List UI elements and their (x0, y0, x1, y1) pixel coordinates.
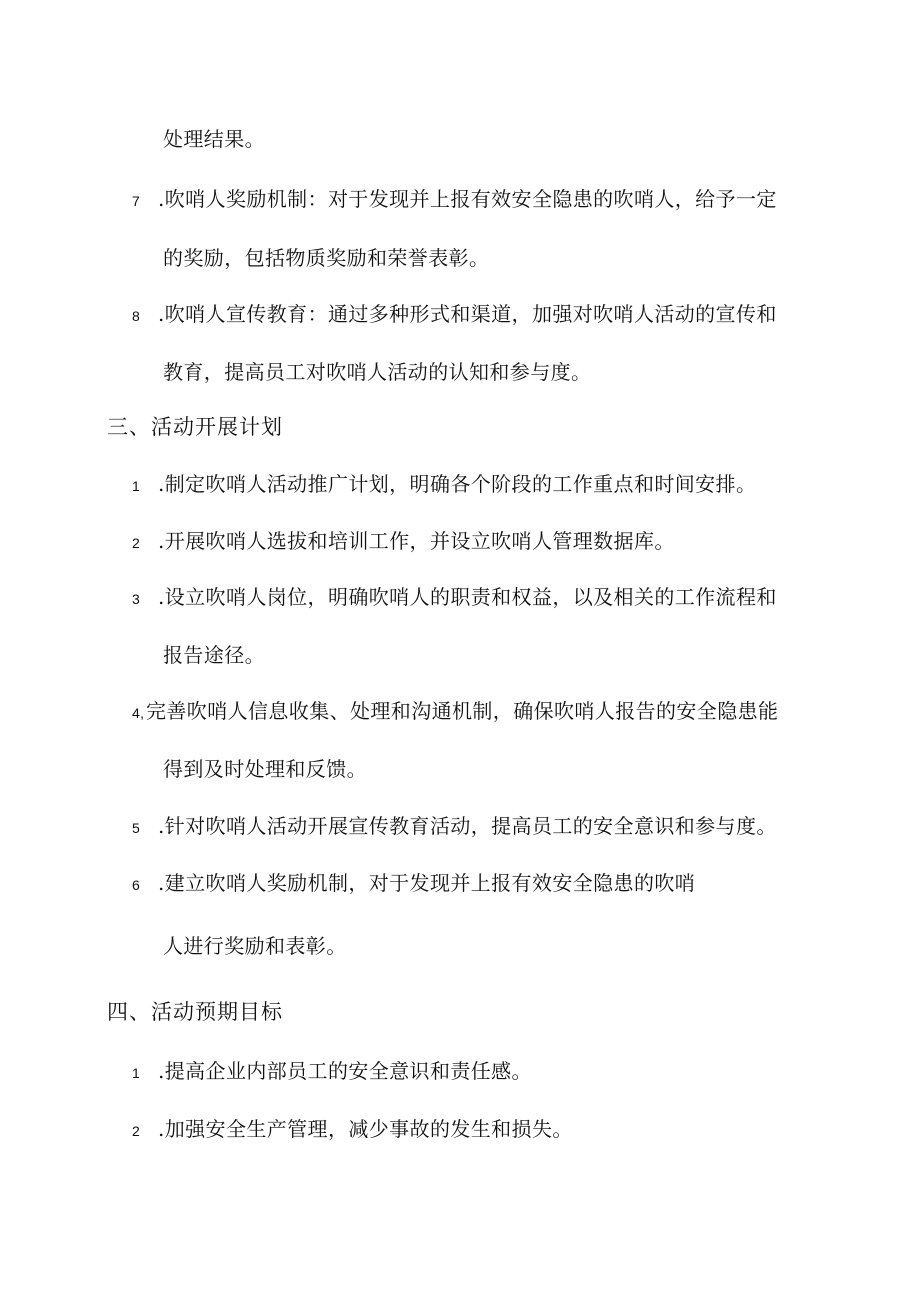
list-item (132, 528, 675, 556)
list-item-continuation: 报告途径。 (163, 643, 265, 667)
list-item-number: 6 (132, 877, 141, 893)
list-item (132, 471, 756, 499)
list-item-number: 2 (132, 1123, 141, 1139)
list-item-continuation: 的奖励，包括物质奖励和荣誉表彰。 (163, 246, 490, 270)
list-item-text: .建立吹哨人奖励机制，对于发现并上报有效安全隐患的吹哨 (158, 871, 696, 895)
section-heading: 三、活动开展计划 (107, 415, 283, 439)
list-item-number: 5 (132, 820, 141, 836)
list-item-text: .设立吹哨人岗位，明确吹哨人的职责和权益，以及相关的工作流程和 (158, 585, 777, 609)
list-item (132, 698, 778, 726)
list-item-text: .吹哨人奖励机制：对于发现并上报有效安全隐患的吹哨人，给予一定 (158, 187, 777, 211)
list-item-number: 2 (132, 535, 141, 551)
list-item-text: .开展吹哨人选拔和培训工作，并设立吹哨人管理数据库。 (158, 529, 675, 553)
list-item (132, 186, 777, 214)
list-item (132, 584, 777, 612)
list-item-number: 7 (132, 193, 141, 209)
list-item-text: .加强安全生产管理，减少事故的发生和损失。 (158, 1117, 573, 1141)
list-item-continuation: 教育，提高员工对吹哨人活动的认知和参与度。 (163, 360, 592, 384)
paragraph-continuation: 处理结果。 (163, 127, 265, 151)
list-item-number: 1 (132, 478, 141, 494)
list-item-text: .吹哨人宣传教育：通过多种形式和渠道，加强对吹哨人活动的宣传和 (158, 302, 777, 326)
list-item (132, 870, 695, 898)
list-item-text: .针对吹哨人活动开展宣传教育活动，提高员工的安全意识和参与度。 (158, 814, 777, 838)
list-item (132, 1058, 532, 1086)
list-item-text: .制定吹哨人活动推广计划，明确各个阶段的工作重点和时间安排。 (158, 472, 757, 496)
section-heading: 四、活动预期目标 (107, 1000, 283, 1024)
list-item-number: 8 (132, 308, 141, 324)
list-item-text: 完善吹哨人信息收集、处理和沟通机制，确保吹哨人报告的安全隐患能 (146, 699, 779, 723)
list-item-number: 1 (132, 1065, 141, 1081)
list-item-text: .提高企业内部员工的安全意识和责任感。 (158, 1059, 532, 1083)
list-item (132, 1116, 573, 1144)
list-item-number: 4, (132, 705, 145, 721)
list-item (132, 813, 777, 841)
list-item-continuation: 人进行奖励和表彰。 (163, 934, 347, 958)
list-item (132, 301, 777, 329)
list-item-number: 3 (132, 591, 141, 607)
list-item-continuation: 得到及时处理和反馈。 (163, 757, 367, 781)
